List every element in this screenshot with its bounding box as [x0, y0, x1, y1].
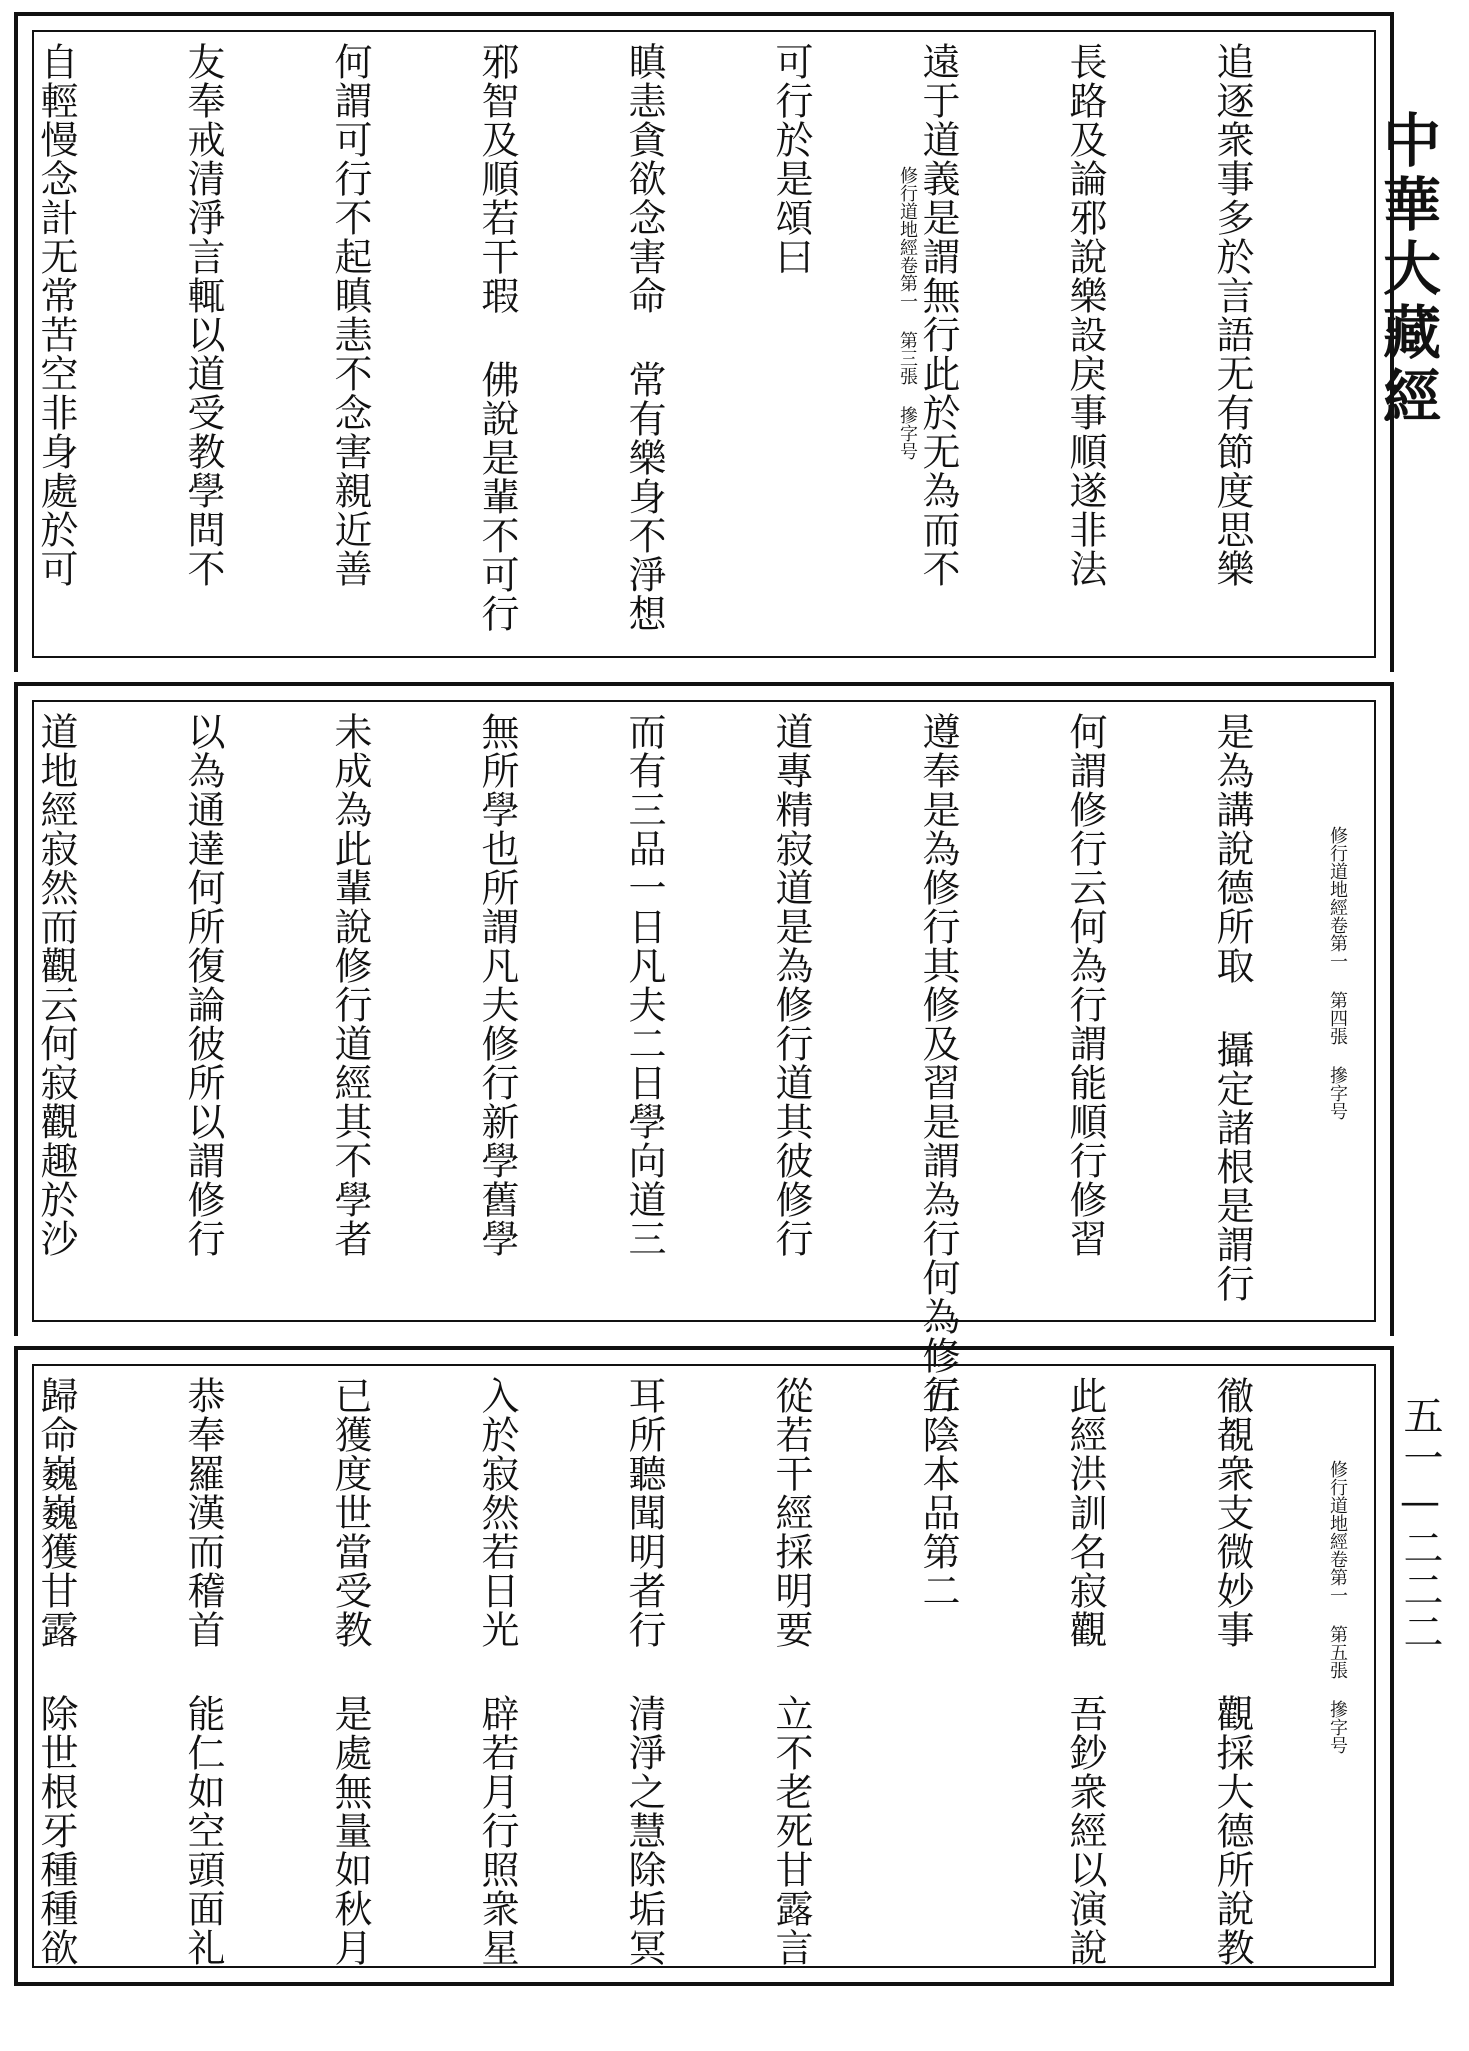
- text-panel-3: [14, 1346, 1394, 1986]
- text-column: 從若干經採明要 立不老死甘露言: [769, 1376, 813, 1967]
- panel-columns: [34, 42, 1354, 646]
- text-column: 友奉戒清淨言輒以道受教學問不: [181, 42, 225, 588]
- text-column: 歸命巍巍獲甘露 除世根牙種種欲: [34, 1376, 78, 1967]
- text-column: 此經洪訓名寂觀 吾鈔衆經以演說: [1063, 1376, 1107, 1967]
- text-column: 入於寂然若日光 辟若月行照衆星: [475, 1376, 519, 1967]
- text-column: 已獲度世當受教 是處無量如秋月: [328, 1376, 372, 1967]
- text-column: 遵奉是為修行其修及習是謂為行何為修行: [916, 712, 960, 1414]
- text-column: 是為講說德所取 攝定諸根是謂行: [1210, 712, 1254, 1303]
- panel-header-note: 修行道地經卷第一 第三張 摻字号: [897, 166, 918, 460]
- text-column: 恭奉羅漢而稽首 能仁如空頭面礼: [181, 1376, 225, 1967]
- panel-header-note: 修行道地經卷第一 第五張 摻字号: [1327, 1460, 1348, 1754]
- text-panel-1: [14, 12, 1394, 672]
- text-column: 未成為此輩說修行道經其不學者: [328, 712, 372, 1258]
- text-column: 無所學也所謂凡夫修行新學舊學: [475, 712, 519, 1258]
- text-column: 遠于道義是謂無行此於无為而不: [916, 42, 960, 588]
- collection-title: 中華大藏經: [1373, 110, 1441, 430]
- text-column: 何謂修行云何為行謂能順行修習: [1063, 712, 1107, 1258]
- text-column: 道專精寂道是為修行道其彼修行: [769, 712, 813, 1258]
- text-column: 自輕慢念計无常苦空非身處於可: [34, 42, 78, 588]
- text-column: 何謂可行不起瞋恚不念害親近善: [328, 42, 372, 588]
- text-column: 邪智及順若干瑕 佛說是輩不可行: [475, 42, 519, 633]
- text-column: 瞋恚貪欲念害命 常有樂身不淨想: [622, 42, 666, 633]
- page-number: 五一—二二二: [1397, 1395, 1443, 1653]
- text-column: 道地經寂然而觀云何寂觀趣於沙: [34, 712, 78, 1258]
- panel-header-note: 修行道地經卷第一 第四張 摻字号: [1327, 826, 1348, 1120]
- panel-columns: [34, 712, 1354, 1414]
- text-column: 追逐衆事多於言語无有節度思樂: [1210, 42, 1254, 588]
- text-column: 耳所聽聞明者行 清淨之慧除垢冥: [622, 1376, 666, 1967]
- text-column: 長路及論邪說樂設戾事順遂非法: [1063, 42, 1107, 588]
- text-column: 可行於是頌曰: [769, 42, 813, 276]
- text-panel-2: [14, 682, 1394, 1414]
- panel-columns: [34, 1376, 1354, 1967]
- text-column: 而有三品一日凡夫二日學向道三: [622, 712, 666, 1258]
- text-column: 徹覩衆支微妙事 觀採大德所說教: [1210, 1376, 1254, 1967]
- text-column: 以為通達何所復論彼所以謂修行: [181, 712, 225, 1258]
- text-column: 五陰本品第二: [916, 1376, 960, 1610]
